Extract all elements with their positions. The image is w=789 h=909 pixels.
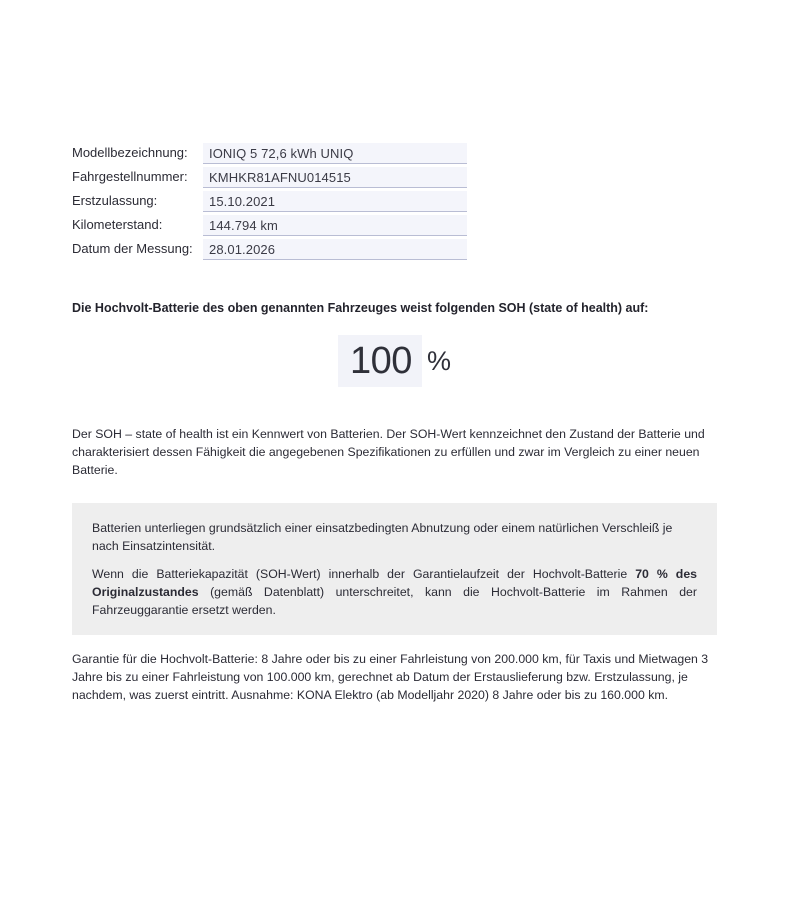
field-row bbox=[72, 212, 467, 236]
note-paragraph-threshold bbox=[92, 565, 697, 619]
field-input-model-designation[interactable] bbox=[203, 143, 467, 164]
vehicle-data-fields bbox=[72, 140, 467, 260]
soh-value: 100 bbox=[338, 335, 422, 387]
field-row bbox=[72, 140, 467, 164]
soh-explanation: Der SOH – state of health ist ein Kennwert von Batterien. Der SOH-Wert kennzeichnet den Zustand der Batterie und charakterisiert dessen Fähigkeit die angegebenen Spezifikationen zu erfüllen und zwar im Vergleich zu einer neuen Batterie. bbox=[72, 427, 705, 477]
field-row bbox=[72, 164, 467, 188]
soh-result-inner bbox=[338, 335, 451, 387]
field-label-first-registration: Erstzulassung: bbox=[72, 193, 158, 208]
field-value-vin: KMHKR81AFNU014515 bbox=[209, 169, 351, 185]
soh-result-block bbox=[0, 335, 789, 387]
soh-statement: Die Hochvolt-Batterie des oben genannten Fahrzeuges weist folgenden SOH (state of health) auf: bbox=[72, 301, 649, 315]
field-value-odometer: 144.794 km bbox=[209, 217, 278, 233]
field-row bbox=[72, 236, 467, 260]
field-input-measurement-date[interactable] bbox=[203, 239, 467, 260]
field-label-measurement-date: Datum der Messung: bbox=[72, 241, 193, 256]
warranty-terms-text: Garantie für die Hochvolt-Batterie: 8 Jahre oder bis zu einer Fahrleistung von 200.000 km, für Taxis und Mietwagen 3 Jahre bis zu einer Fahrleistung von 100.000 km, gerechnet ab Datum der Erstauslieferung bzw. Erstzulassung, je nachdem, was zuerst eintritt. Ausnahme: KONA Elektro (ab Modelljahr 2020) 8 Jahre oder bis zu 160.000 km. bbox=[72, 652, 709, 702]
note-threshold-text-part1: Wenn die Batteriekapazität (SOH-Wert) innerhalb der Garantielaufzeit der Hochvolt-Batterie bbox=[92, 567, 636, 581]
field-input-first-registration[interactable] bbox=[203, 191, 467, 212]
field-value-model-designation: IONIQ 5 72,6 kWh UNIQ bbox=[209, 145, 354, 161]
field-label-odometer: Kilometerstand: bbox=[72, 217, 163, 232]
field-label-vin: Fahrgestellnummer: bbox=[72, 169, 188, 184]
soh-unit: % bbox=[426, 346, 451, 376]
field-label-model-designation: Modellbezeichnung: bbox=[72, 145, 188, 160]
field-value-first-registration: 15.10.2021 bbox=[209, 193, 276, 209]
note-threshold-bold: 70 % des Originalzustandes bbox=[92, 567, 697, 599]
field-row bbox=[72, 188, 467, 212]
field-input-vin[interactable] bbox=[203, 167, 467, 188]
field-value-measurement-date: 28.01.2026 bbox=[209, 241, 276, 257]
warranty-note-box bbox=[72, 503, 717, 635]
note-threshold-text-part2: (gemäß Datenblatt) unterschreitet, kann die Hochvolt-Batterie im Rahmen der Fahrzeuggarantie ersetzt werden. bbox=[92, 585, 697, 617]
note-paragraph-wear: Batterien unterliegen grundsätzlich einer einsatzbedingten Abnutzung oder einem natürlichen Verschleiß je nach Einsatzintensität. bbox=[92, 521, 673, 553]
field-input-odometer[interactable] bbox=[203, 215, 467, 236]
